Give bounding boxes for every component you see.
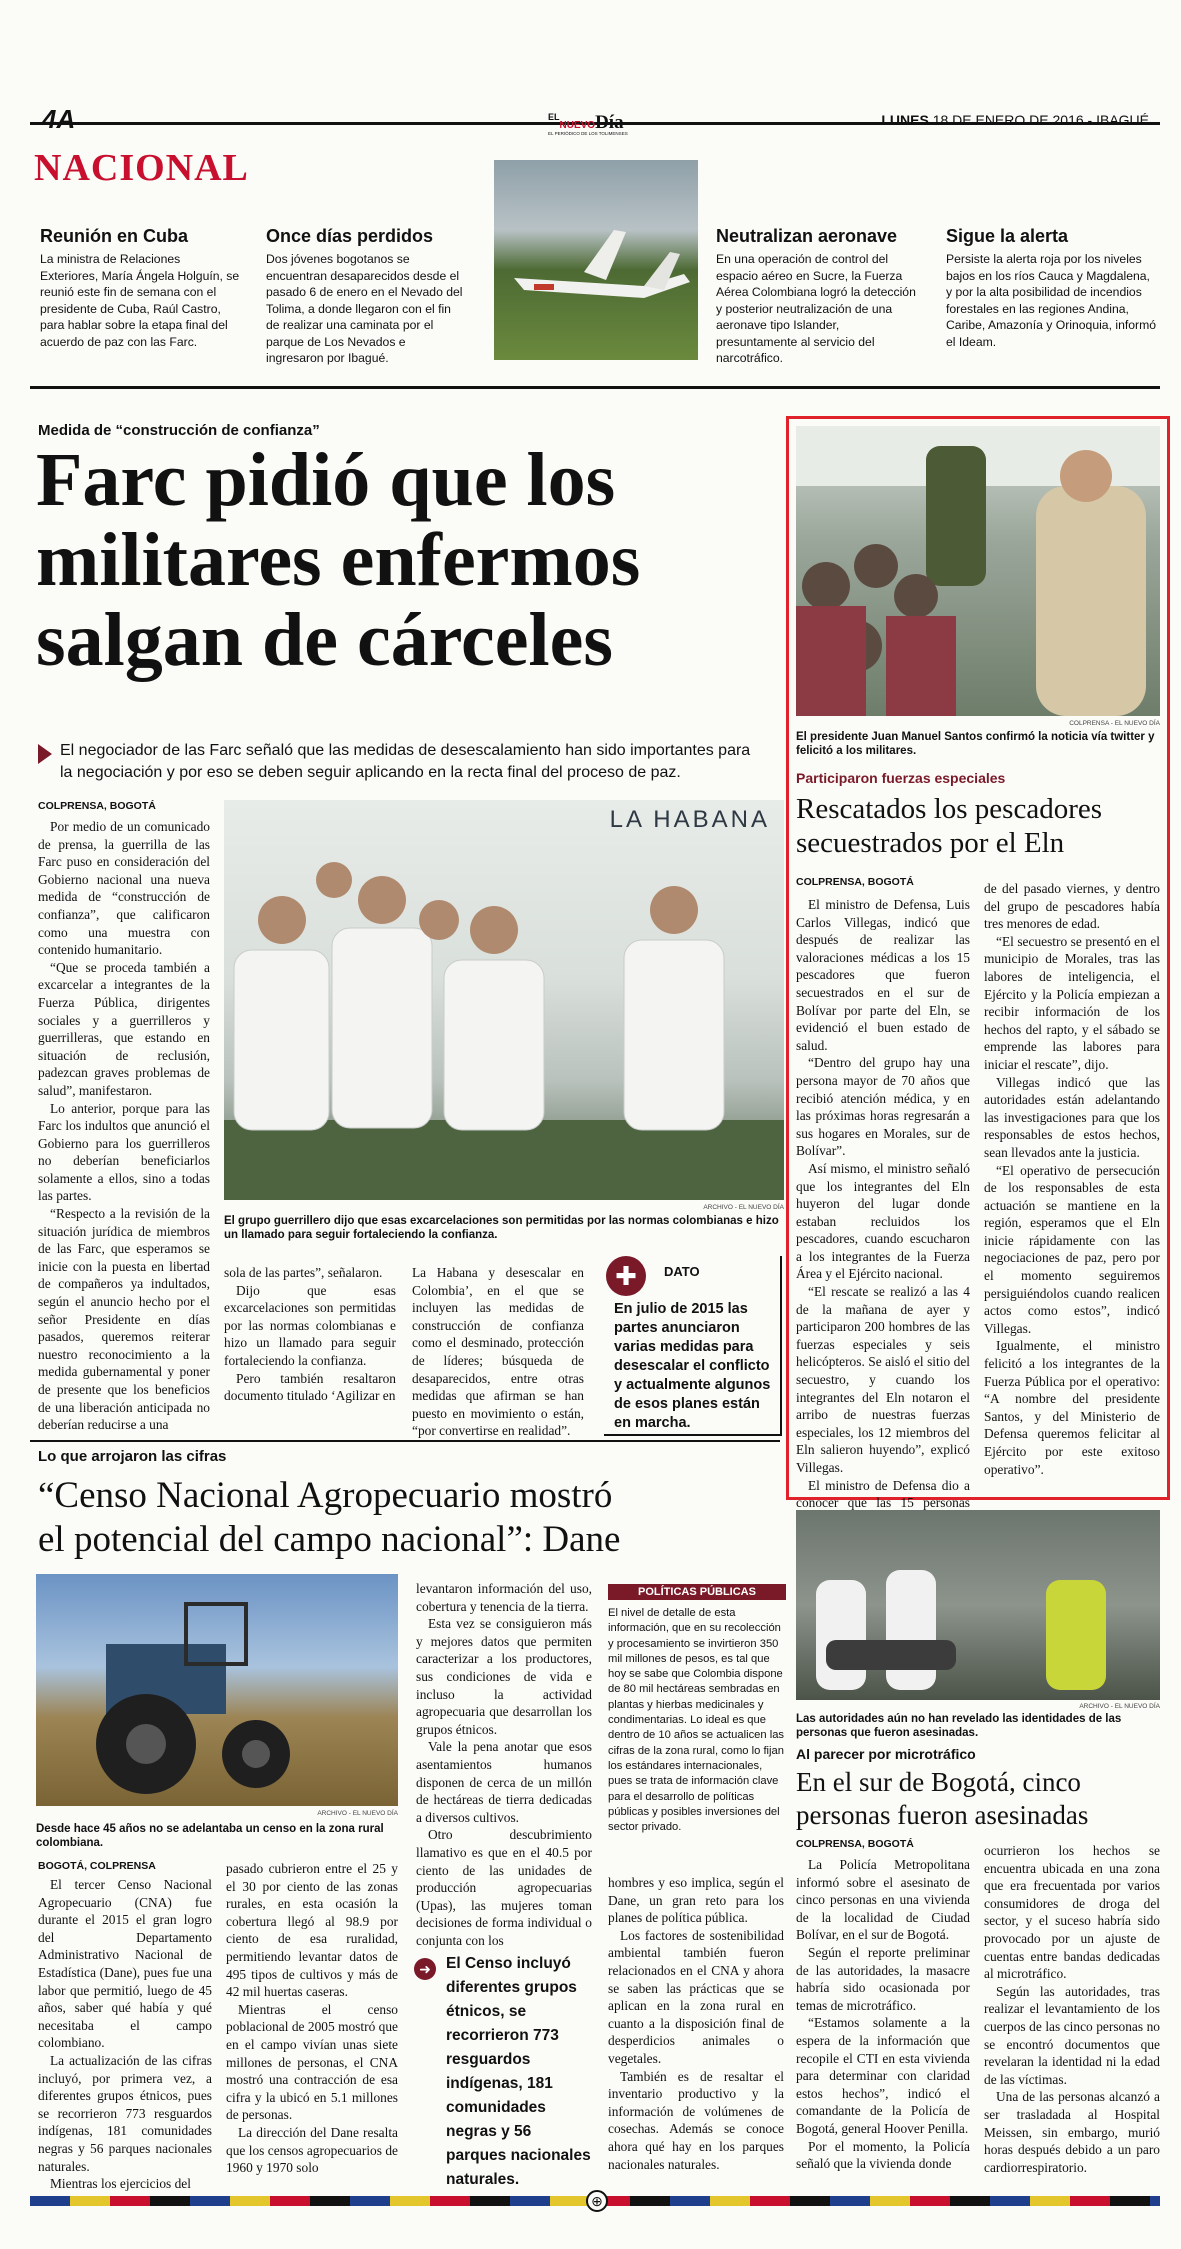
paragraph: Dijo que esas excarcelaciones son permitidas por las normas colombianas e hizo un llamado para seguir fortaleciendo la confianza. [224,1282,396,1368]
census-byline: BOGOTÁ, COLPRENSA [38,1860,156,1872]
census-column-2 [226,1860,398,2177]
date-rest: 18 DE ENERO DE 2016 - IBAGUÉ [932,112,1149,128]
paragraph: Pero también resaltaron documento titulado ‘Agilizar en [224,1370,396,1404]
havana-photo [224,800,784,1200]
census-top-rule [30,1440,780,1442]
paragraph: Según las autoridades, tras realizar el levantamiento de los cuerpos de las cinco personas no se encontró documentos que revelaran la identidad ni la edad de las víctimas. [984,1983,1160,2087]
main-deck: El negociador de las Farc señaló que las medidas de desescalamiento han sido importantes para la negociación y por eso se deben seguir aplicando en la recta final del proceso de paz. [60,742,751,781]
brief-title: Sigue la alerta [946,226,1069,246]
main-byline: COLPRENSA, BOGOTÁ [38,800,156,812]
bogota-headline: En el sur de Bogotá, cinco personas fueron asesinadas [796,1767,1089,1830]
forensics-photo [796,1510,1160,1700]
brief-title: Reunión en Cuba [40,226,188,246]
paragraph: La dirección del Dane resalta que los censos agropecuarios de 1960 y 1970 solo [226,2124,398,2176]
paragraph: La Habana y desescalar en Colombia’, en el que se incluyen las medidas de construcción de confianza como el desminado, protección de líderes; búsqueda de desaparecidos, entre otras medidas que afirman se han puesto en movimiento o están, “por convertirse en realidad”. [412,1265,584,1439]
paragraph: “Que se proceda también a excarcelar a integrantes de la Fuerza Pública, dirigentes sociales y a guerrilleros y guerrilleras, que estando en situación de reclusión, padezcan graves problemas de salud”, manifestaron. [38,959,210,1098]
deck-marker-icon [38,744,52,764]
havana-photo-credit: ARCHIVO - EL NUEVO DÍA [703,1204,784,1211]
paragraph: de del pasado viernes, y dentro del grupo de pescadores había tres menores de edad. [984,881,1160,932]
forensics-illustration [796,1510,1160,1700]
headline-line: el potencial del campo nacional”: Dane [38,1519,621,1560]
paragraph: hombres y eso implica, según el Dane, un gran reto para los planes de política pública. [608,1875,784,1926]
headline-line: militares enfermos [36,518,641,602]
paragraph: levantaron información del uso, cobertura y tenencia de la tierra. [416,1581,592,1614]
brief-body: La ministra de Relaciones Exteriores, María Ángela Holguín, se reunió este fin de semana con el presidente de Cuba, Raúl Castro, para hablar sobre la etapa final del acuerdo de paz con las Farc. [40,252,240,349]
brief-reunion [40,226,240,350]
dato-text: En julio de 2015 las partes anunciaron varias medidas para desescalar el conflicto y actualmente algunos de esos planes están en marcha. [614,1301,771,1431]
headline-line: “Censo Nacional Agropecuario mostró [38,1475,613,1516]
brief-body: Persiste la alerta roja por los niveles bajos en los ríos Cauca y Magdalena, y por la alta posibilidad de incendios forestales en las regiones Andina, Caribe, Amazonía y Orinoquia, informó el Ideam. [946,252,1156,349]
paragraph: También es de resaltar el inventario productivo y la información de volúmenes de cosechas. Además se conoce ahora qué hay en los parques nacionales naturales. [608,2068,784,2172]
paragraph: “Respecto a la revisión de la situación jurídica de miembros de las Farc, que esperamos se inicie con la puesta en libertad de compañeros ya indultados, según el anuncio hecho por el señor Presidente en días pasados, queremos reiterar nuestro reconocimiento a la medida gubernamental y poner de presente que los beneficios de una liberación anticipada no deberían reducirse a una [38,1206,210,1433]
policy-box [608,1584,786,1835]
dato-label: DATO [664,1264,700,1279]
paragraph: Igualmente, el ministro felicitó a los integrantes de la Fuerza Pública por el operativo: “A nombre del presidente Santos, y del Ministerio de Defensa queremos felicitar al Ejército por este exitoso operativo”. [984,1338,1160,1477]
main-column-3 [412,1264,584,1440]
logo-dia: Día [595,112,624,133]
santos-photo-caption: El presidente Juan Manuel Santos confirmó la noticia vía twitter y felicitó a los militares. [796,731,1155,757]
census-column-4 [608,1874,784,2173]
rescue-column-1 [796,896,970,1529]
bogota-column-2 [984,1842,1160,2176]
policy-label: POLÍTICAS PÚBLICAS [608,1584,786,1600]
delegates-illustration [224,800,784,1200]
logo-el: EL [548,112,560,122]
paragraph: ocurrieron los hechos se encuentra ubicada en una zona que era frecuentada por varios consumidores de droga del sector, y el suceso habría sido provocado por un ajuste de cuentas entre bandas dedicadas al microtráfico. [984,1843,1160,1982]
paragraph: “Estamos solamente a la espera de la información que recopile el CTI en esta vivienda para determinar con claridad estos hechos”, indicó el comandante de la Policía de Bogotá, general Hoover Penilla. [796,2015,970,2136]
section-title: NACIONAL [34,147,249,189]
newspaper-logo [548,112,628,136]
tractor-illustration [36,1574,398,1806]
tractor-photo-caption: Desde hace 45 años no se adelantaba un censo en la zona rural colombiana. [36,1823,384,1849]
paragraph: Esta vez se consiguieron más y mejores datos que permiten caracterizar a los productores, sus condiciones de vida e incluso la actividad agropecuaria que desarrollan los grupos étnicos. [416,1616,592,1737]
date-day: LUNES [881,112,929,128]
santos-illustration [796,426,1160,716]
policy-text: El nivel de detalle de esta información, que en su recolección y procesamiento se invirtieron 350 mil millones de pesos, es tal que hoy se sabe que Colombia dispone de 80 mil hectáreas sembradas en plantas y hierbas medicinales y condimentarias. Lo ideal es que dentro de 10 años se actualicen las cifras de la zona rural, como lo fijan los estándares internacionales, pues se trata de información clave para el desarrollo de políticas públicas y posibles inversiones del sector privado. [608,1607,785,1834]
pull-quote-text: El Censo incluyó diferentes grupos étnicos, se recorrieron 773 resguardos indígenas, 181 comunidades negras y 56 parques nacionales naturales. [446,1955,591,2188]
paragraph: El ministro de Defensa, Luis Carlos Villegas, indicó que después de realizar las valoraciones médicas a los 15 pescadores que fueron secuestrados en el sur de Bolívar por parte del Eln, se evidenció el buen estado de salud. [796,897,970,1053]
paragraph: La actualización de las cifras incluyó, por primera vez, a diferentes grupos étnicos, pues se recorrieron 773 resguardos indígenas, 181 comunidades negras y 56 parques nacionales naturales. [38,2052,212,2174]
logo-tagline: EL PERIÓDICO DE LOS TOLIMENSES [548,131,628,136]
paragraph: “El secuestro se presentó en el municipio de Morales, tras las labores de inteligencia, el Ejército y la Policía empiezan a recibir información de los hechos del rapto, y el sábado se emprende las labores para iniciar el rescate”, dijo. [984,933,1160,1072]
main-column-2 [224,1264,396,1405]
plane-illustration [494,160,698,360]
briefs-bottom-rule [30,386,1160,389]
paragraph: Según el reporte preliminar de las autoridades, la masacre habría sido ocasionada por temas de microtráfico. [796,1944,970,2013]
rescue-column-2 [984,880,1160,1478]
havana-photo-caption: El grupo guerrillero dijo que esas excarcelaciones son permitidas por las normas colombianas e hizo un llamado para seguir fortaleciendo la confianza. [224,1215,779,1241]
main-kicker: Medida de “construcción de confianza” [38,422,320,439]
paragraph: El tercer Censo Nacional Agropecuario (CNA) fue durante el 2015 el gran logro del Departamento Administrativo Nacional de Estadística (Dane), pues fue una labor que permitió, luego de 45 años, saber qué había y qué necesitaba el campo colombiano. [38,1877,212,2051]
census-pull-quote [414,1952,594,2192]
bogota-kicker: Al parecer por microtráfico [796,1746,976,1762]
paragraph: La Policía Metropolitana informó sobre el asesinato de cinco personas en una vivienda de la localidad de Ciudad Bolívar, en el sur de Bogotá. [796,1857,970,1943]
paragraph: El ministro de Defensa dio a conocer que las 15 personas [796,1477,970,1511]
headline-line: Farc pidió que los [36,438,616,522]
tractor-photo-credit: ARCHIVO - EL NUEVO DÍA [317,1810,398,1817]
bogota-byline: COLPRENSA, BOGOTÁ [796,1838,914,1850]
rescue-byline: COLPRENSA, BOGOTÁ [796,876,914,888]
paragraph: Mientras el censo poblacional de 2005 mostró que en el campo vivían unas siete millones de personas, el CNA mostró una contracción de esa cifra y la ubicó en 5.1 millones de personas. [226,2001,398,2123]
paragraph: Lo anterior, porque para las Farc los indultos que anunció el Gobierno para los guerrilleros no deberían beneficiarlos solamente a ellos, sino a todas las partes. [38,1100,210,1204]
paragraph: Villegas indicó que las autoridades están adelantando las investigaciones para que los responsables de estos hechos, sean llevados ante la justicia. [984,1074,1160,1160]
forensics-photo-credit: ARCHIVO - EL NUEVO DÍA [1079,1703,1160,1710]
paragraph: Mientras los ejercicios del [50,2176,191,2192]
brief-title: Once días perdidos [266,226,434,246]
census-headline [38,1474,783,1562]
dato-icon: ✚ [606,1256,646,1296]
edition-date [881,112,1149,128]
page-number: 4A [42,104,76,134]
crashed-plane-photo [494,160,698,360]
tractor-photo [36,1574,398,1806]
santos-photo-credit: COLPRENSA - EL NUEVO DÍA [1069,720,1160,727]
paragraph: Por el momento, la Policía señaló que la vivienda donde [796,2138,970,2172]
brief-body: En una operación de control del espacio aéreo en Sucre, la Fuerza Aérea Colombiana logró la detección y posterior neutralización de una aeronave tipo Islander, presuntamente al servicio del narcotráfico. [716,252,916,365]
census-kicker: Lo que arrojaron las cifras [38,1448,227,1465]
paragraph: Los factores de sostenibilidad ambiental también fueron relacionados en el CNA y ahora se saben las prácticas que se aplican en la zona rural en cuanto a la disposición final de desperdicios animales o vegetales. [608,1927,784,2066]
brief-neutralizan [716,226,916,367]
brief-alerta [946,226,1156,350]
forensics-photo-caption: Las autoridades aún no han revelado las identidades de las personas que fueron asesinadas. [796,1713,1122,1739]
brief-once-dias [266,226,466,367]
census-column-3 [416,1580,592,1949]
paragraph: “Dentro del grupo hay una persona mayor de 70 años que recibió atención médica, y en las próximas horas regresarán a sus hogares en Morales, sur de Bolívar”. [796,1055,970,1159]
logo-nuevo: NUEVO [559,120,596,131]
arrow-icon: ➜ [414,1958,436,1980]
rescue-kicker: Participaron fuerzas especiales [796,770,1006,786]
paragraph: pasado cubrieron entre el 25 y el 30 por ciento de las zonas rurales, en esta ocasión la cobertura llegó al 98.9 por ciento de esa ruralidad, permitiendo levantar datos de 495 tipos de cultivos y más de 42 mil huertas caseras. [226,1861,398,2000]
registration-mark-icon: ⊕ [586,2190,608,2212]
brief-title: Neutralizan aeronave [716,226,898,246]
headline-line: salgan de cárceles [36,598,613,682]
bogota-column-1 [796,1856,970,2173]
photo-banner: LA HABANA [609,806,770,833]
census-column-1 [38,1876,212,2193]
paragraph: Por medio de un comunicado de prensa, la guerrilla de las Farc puso en consideración del Gobierno nacional una nueva medida de “construcción de confianza”, que calificaron como una muestra con contenido humanitario. [38,819,210,958]
rescue-headline: Rescatados los pescadores secuestrados por el Eln [796,793,1103,859]
dato-box [604,1256,782,1436]
paragraph: “El operativo de persecución de los responsables de esta actuación se mantiene en la región, esperamos que el Eln inicie rápidamente con las negociaciones de paz, pero por el momento seguiremos persiguiéndolos cuando realicen actos como estos”, indicó Villegas. [984,1162,1160,1336]
main-column-1 [38,818,210,1434]
paragraph: Vale la pena anotar que esos asentamientos humanos disponen de cerca de un millón de hectáreas de tierra dedicadas a diversos cultivos. [416,1739,592,1825]
brief-body: Dos jóvenes bogotanos se encuentran desaparecidos desde el pasado 6 de enero en el Nevado del Tolima, a donde llegaron con el fin de realizar una caminata por el parque de Los Nevados e ingresaron por Ibagué. [266,252,463,365]
paragraph: Una de las personas alcanzó a ser trasladada al Hospital Meissen, sin embargo, murió horas después debido a un paro cardiorrespiratorio. [984,2089,1160,2175]
paragraph: Otro descubrimiento llamativo es que en el 40.5 por ciento de las unidades de producción agropecuarias (Upas), las mujeres toman decisiones de forma individual o conjunta con los [416,1827,592,1948]
paragraph: sola de las partes”, señalaron. [224,1265,383,1280]
paragraph: Así mismo, el ministro señaló que los integrantes del Eln huyeron del lugar donde estaban recluidos los pescadores, cuando escucharon a los integrantes de la Fuerza Área y el Ejército nacional. [796,1160,970,1282]
paragraph: “El rescate se realizó a las 4 de la mañana de ayer y participaron 200 hombres de las fuerzas especiales y seis helicópteros. Se aisló el sitio del secuestro, y cuando los integrantes del Eln notaron el arribo de nuestras fuerzas especiales, los 12 miembros del Eln salieron huyendo”, explicó Villegas. [796,1284,970,1475]
main-headline [36,440,796,680]
santos-photo [796,426,1160,716]
